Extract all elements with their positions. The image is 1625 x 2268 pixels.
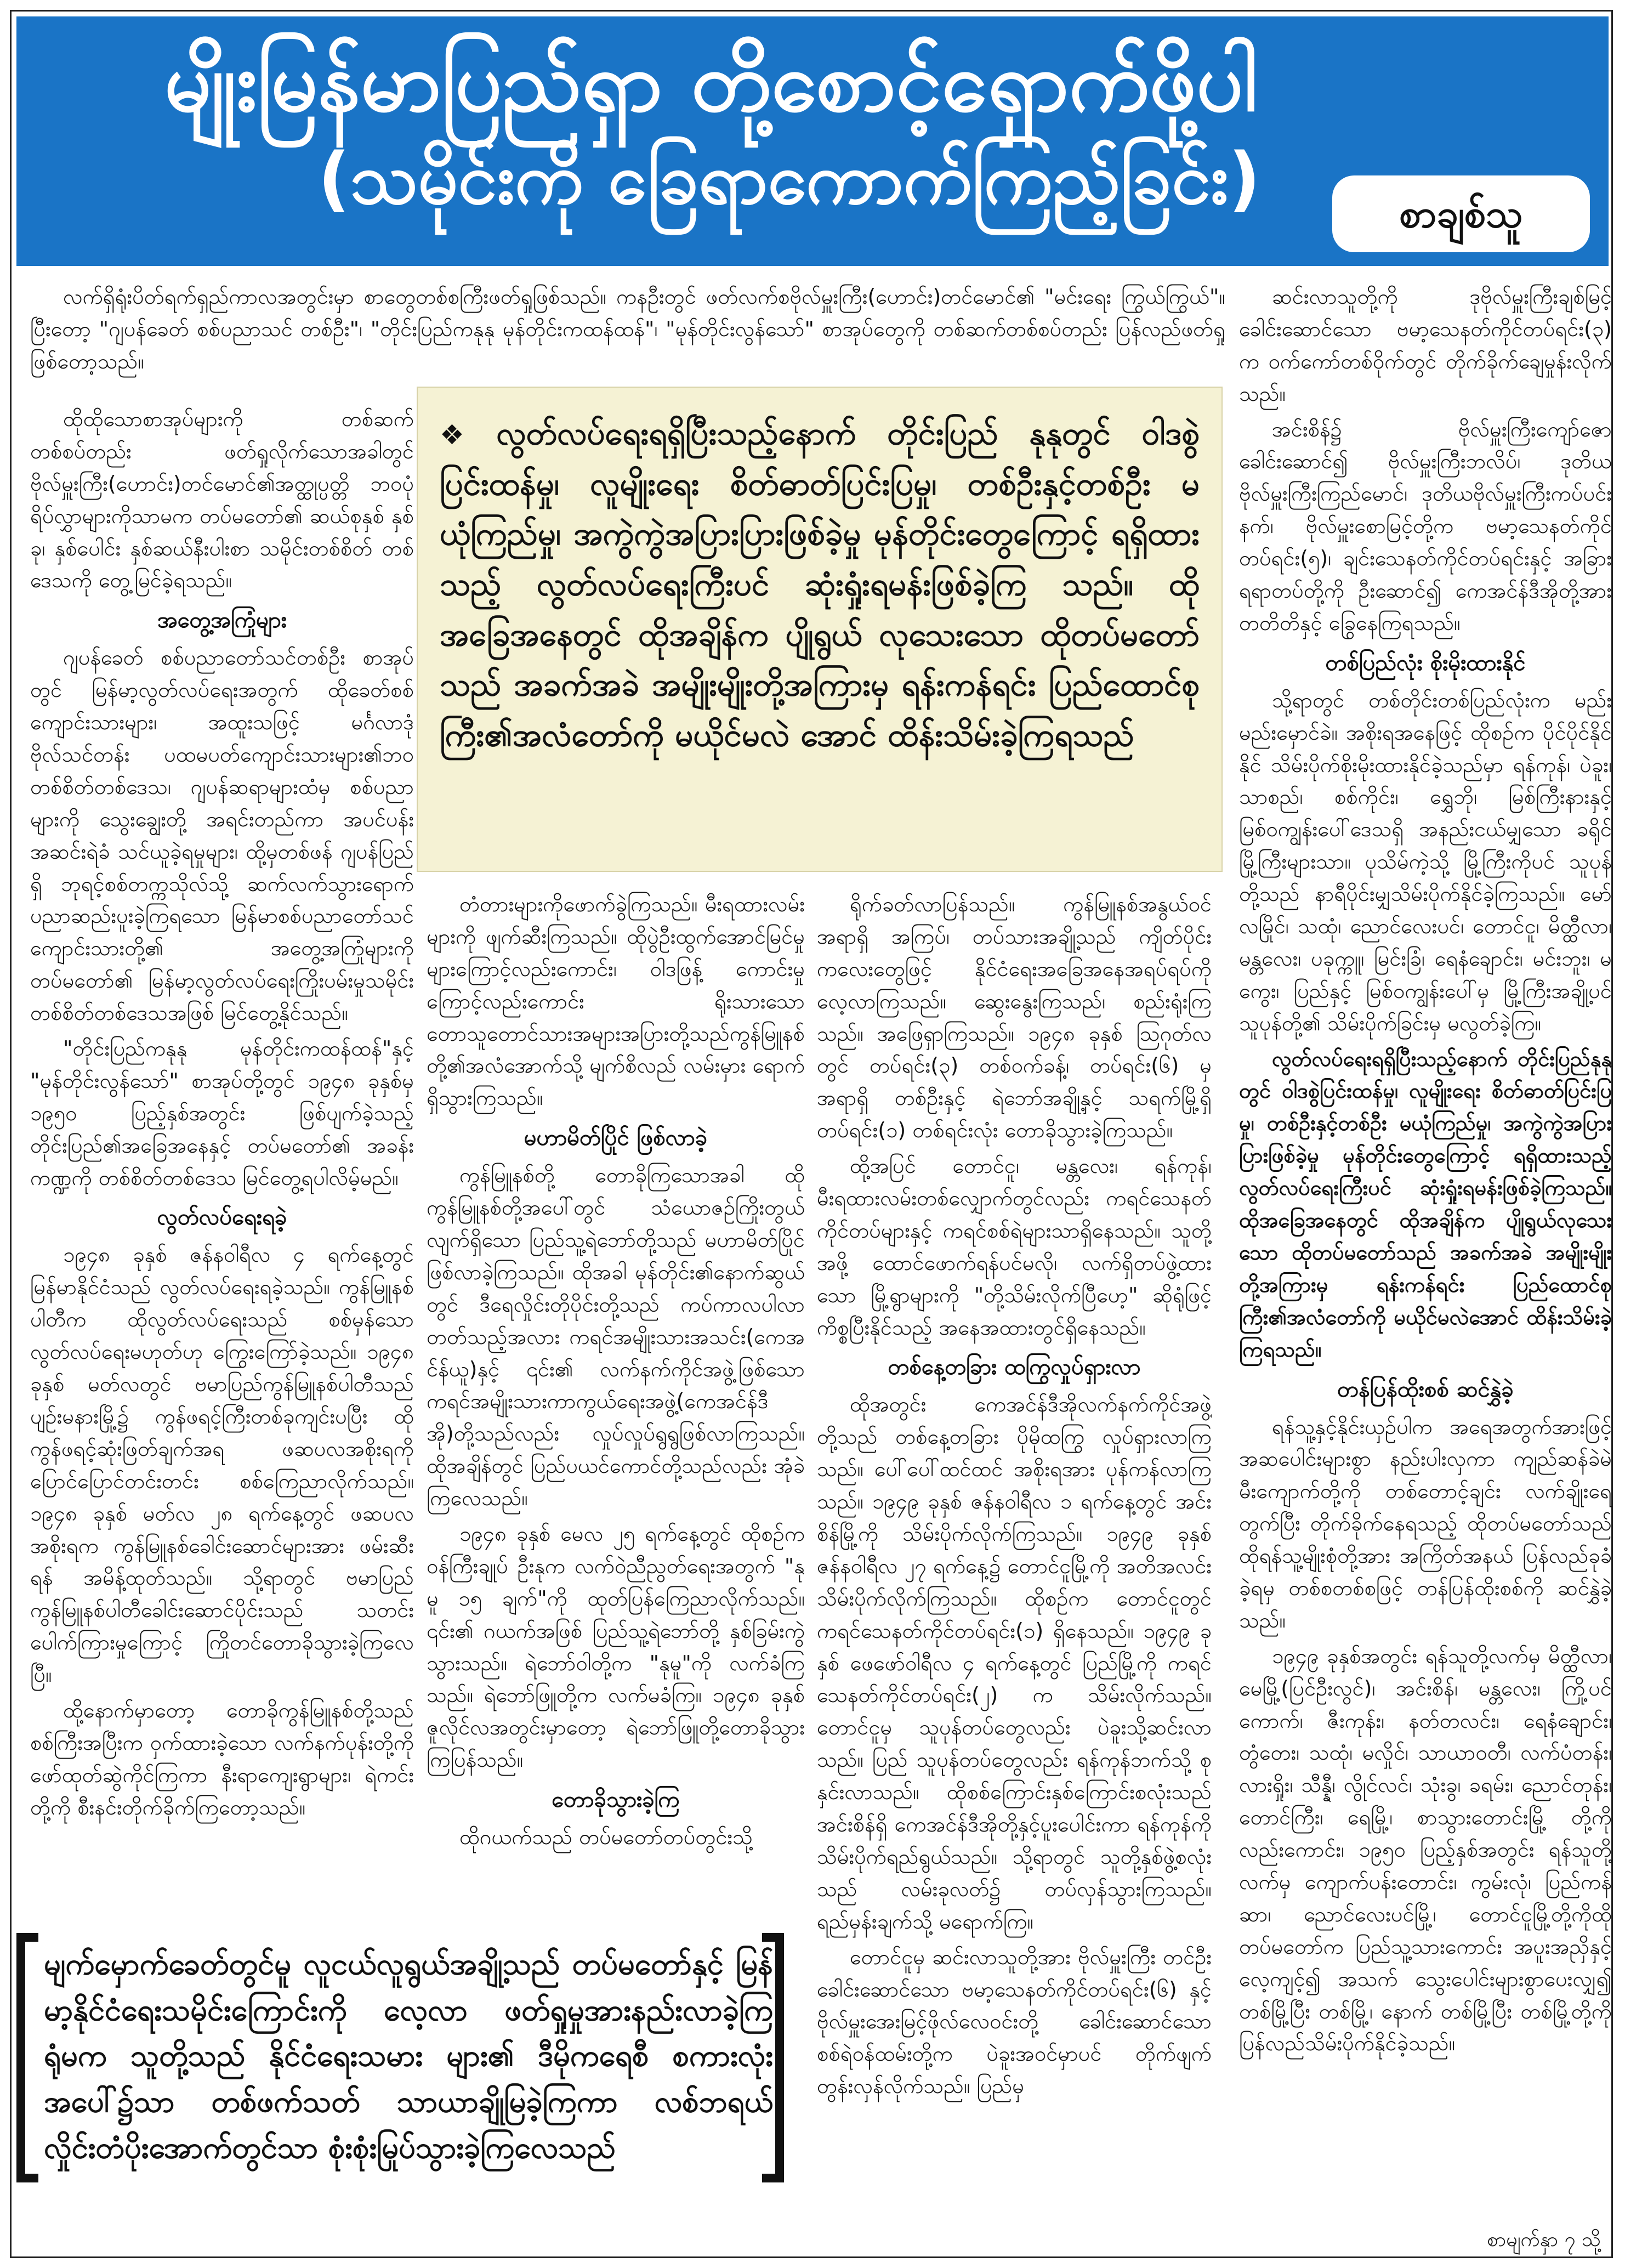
paragraph: ရိုက်ခတ်လာပြန်သည်။ ကွန်မြူနစ်အနွယ်ဝင် အရာရှိ အကြပ်၊ တပ်သားအချို့သည် ကျိတ်ပိုင်းကလေးတွေဖြင့် နိုင်ငံရေးအခြေအနေအရပ်ရပ်ကို လေ့လာကြသည်။ ဆွေးနွေးကြသည်၊ စည်းရုံးကြသည်။ အဖြေရှာကြသည်။ ၁၉၄၈ ခုနှစ် ဩဂုတ်လတွင် တပ်ရင်း(၃) တစ်ဝက်ခန့်၊ တပ်ရင်း(၆) မှ အရာရှိ တစ်ဦးနှင့် ရဲဘော်အချို့နှင့် သရက်မြို့ရှိ တပ်ရင်း(၁) တစ်ရင်းလုံး တောခိုသွားခဲ့ကြသည်။	[817, 892, 1212, 1143]
quote-bracket-left	[16, 1933, 38, 2182]
bold-paragraph: လွတ်လပ်ရေးရရှိပြီးသည့်နောက် တိုင်းပြည်နုနုတွင် ဝါဒစွဲပြင်းထန်မှု၊ လူမျိုးရေး စိတ်ဓာတ်ပြင်းပြမှု၊ တစ်ဦးနှင့်တစ်ဦး မယုံကြည်မှု၊ အကွဲကွဲအပြားပြားဖြစ်ခဲ့မှု မုန်တိုင်းတွေကြောင့် ရရှိထားသည့် လွတ်လပ်ရေးကြီးပင် ဆုံးရှုံးရမန်းဖြစ်ခဲ့ကြသည်။ ထိုအခြေအနေတွင် ထိုအချိန်က ပျိုရွယ်လုသေးသော ထိုတပ်မတော်သည် အခက်အခဲ အမျိုးမျိုးတို့အကြားမှ ရန်းကန်ရင်း ပြည်ထောင်စုကြီး၏အလံတော်ကို မယိုင်မလဲအောင် ထိန်းသိမ်းခဲ့ကြရသည်။	[1239, 1046, 1612, 1362]
continued-note: စာမျက်နှာ ၇ သို့	[1487, 2229, 1601, 2251]
paragraph: ၁၉၄၈ ခုနှစ် မေလ ၂၅ ရက်နေ့တွင် ထိုစဉ်က ဝန်ကြီးချုပ် ဦးနုက လက်ဝဲညီညွတ်ရေးအတွက် "နုမူ ၁၅ ချက်"ကို ထုတ်ပြန်ကြေညာလိုက်သည်။ ၎င်း၏ ဂယက်အဖြစ် ပြည်သူ့ရဲဘော်တို့ နှစ်ခြမ်းကွဲသွားသည်။ ရဲဘော်ဝါတို့က "နုမူ"ကို လက်ခံကြသည်။ ရဲဘော်ဖြူတို့က လက်မခံကြ။ ၁၉၄၈ ခုနှစ် ဇူလိုင်လအတွင်းမှာတော့ ရဲဘော်ဖြူတို့တောခိုသွားကြပြန်သည်။	[427, 1522, 805, 1772]
section-heading: မဟာမိတ်ပြိုင် ဖြစ်လာခဲ့	[524, 1125, 708, 1151]
intro-text: လက်ရှိရုံးပိတ်ရက်ရှည်ကာလအတွင်းမှာ စာတွေတစ်စကြီးဖတ်ရှုဖြစ်သည်။ ကနဦးတွင် ဖတ်လက်စဗိုလ်မှူးကြီး(ဟောင်း)တင်မောင်၏ "မင်းရေး ကြွယ်ကြွယ်"။ ပြီးတော့ "ဂျပန်ခေတ် စစ်ပညာသင် တစ်ဦး"၊ "တိုင်းပြည်ကနုနု မုန်တိုင်းကထန်ထန်"၊ "မုန်တိုင်းလွန်သော်" စာအုပ်တွေကို တစ်ဆက်တစ်စပ်တည်း ပြန်လည်ဖတ်ရှုဖြစ်တော့သည်။	[30, 285, 1225, 373]
pull-quote-text: လွတ်လပ်ရေးရရှိပြီးသည့်နောက် တိုင်းပြည် နုနုတွင် ဝါဒစွဲ ပြင်းထန်မှု၊ လူမျိုးရေး စိတ်ဓာတ်ပြင်းပြမှု၊ တစ်ဦးနှင့်တစ်ဦး မယုံကြည်မှု၊ အကွဲကွဲအပြားပြားဖြစ်ခဲ့မှု မုန်တိုင်းတွေကြောင့် ရရှိထားသည့် လွတ်လပ်ရေးကြီးပင် ဆုံးရှုံးရမန်းဖြစ်ခဲ့ကြ သည်။ ထိုအခြေအနေတွင် ထိုအချိန်က ပျိုရွယ် လုသေးသော ထိုတပ်မတော်သည် အခက်အခဲ အမျိုးမျိုးတို့အကြားမှ ရန်းကန်ရင်း ပြည်ထောင်စုကြီး၏အလံတော်ကို မယိုင်မလဲ အောင် ထိန်းသိမ်းခဲ့ကြရသည်	[440, 415, 1200, 753]
page-title: မျိုးမြန်မာပြည်ရှာ တို့စောင့်ရှောက်ဖို့ပါ	[164, 35, 1258, 130]
paragraph: ဆင်းလာသူတို့ကို ဒုဗိုလ်မှူးကြီးချစ်မြင့် ခေါင်းဆောင်သော ဗမာ့သေနတ်ကိုင်တပ်ရင်း(၃) က ဝက်ကော်တစ်ဝိုက်တွင် တိုက်ခိုက်ချေမှုန်းလိုက်သည်။	[1239, 285, 1612, 406]
paragraph: တံတားများကိုဖောက်ခွဲကြသည်။ မီးရထားလမ်းများကို ဖျက်ဆီးကြသည်။ ထိုပွဲဦးထွက်အောင်မြင်မှုများကြောင့်လည်းကောင်း၊ ဝါဒဖြန့် ကောင်းမှုကြောင့်လည်းကောင်း ရိုးသားသော တောသူတောင်သားအများအပြားတို့သည်ကွန်မြူနစ်တို့၏အလံအောက်သို့ မျက်စိလည် လမ်းမှား ရောက်ရှိသွားကြသည်။	[427, 892, 805, 1110]
section-heading: တန်ပြန်ထိုးစစ် ဆင်နွှဲခဲ့	[1337, 1376, 1514, 1402]
column-4	[1239, 281, 1612, 2233]
intro-paragraph	[30, 281, 1225, 401]
column-1	[30, 403, 414, 2103]
diamond-bullet-icon: ❖	[440, 419, 485, 451]
paragraph: ထို့အပြင် တောင်ငူ၊ မန္တလေး၊ ရန်ကုန်၊ မီးရထားလမ်းတစ်လျှောက်တွင်လည်း ကရင်သေနတ်ကိုင်တပ်များနှင့် ကရင်စစ်ရဲများသာရှိနေသည်။ သူတို့အဖို့ ထောင်ဖောက်ရန်ပင်မလို၊ လက်ရှိတပ်ဖွဲ့ထားသော မြို့ရွာများကို "တို့သိမ်းလိုက်ပြီဟေ့" ဆိုရုံဖြင့် ကိစ္စပြီးနိုင်သည့် အနေအထားတွင်ရှိနေသည်။	[817, 1154, 1212, 1340]
section-heading: တစ်ပြည်လုံး စိုးမိုးထားနိုင်	[1325, 650, 1526, 676]
page-subtitle: (သမိုင်းကို ခြေရာကောက်ကြည့်ခြင်း)	[318, 138, 1260, 220]
section-heading: တစ်နေ့တခြား ထကြွလှုပ်ရှားလာ	[888, 1354, 1141, 1380]
bottom-quote: မျက်မှောက်ခေတ်တွင်မူ လူငယ်လူရွယ်အချို့သည် တပ်မတော်နှင့် မြန်မာ့နိုင်ငံရေးသမိုင်းကြောင်းကို လေ့လာ ဖတ်ရှုမှုအားနည်းလာခဲ့ကြရုံမက သူတို့သည် နိုင်ငံရေးသမား များ၏ ဒီမိုကရေစီ စကားလုံးအပေါ်၌သာ တစ်ဖက်သတ် သာယာချိုမြခဲ့ကြကာ လစ်ဘရယ်လှိုင်းတံပိုးအောက်တွင်သာ စုံးစုံးမြုပ်သွားခဲ့ကြလေသည်	[44, 1947, 773, 2165]
section-heading: တောခိုသွားခဲ့ကြ	[552, 1787, 680, 1813]
paragraph: ထိုထိုသောစာအုပ်များကို တစ်ဆက်တစ်စပ်တည်း ဖတ်ရှုလိုက်သောအခါတွင် ဗိုလ်မှူးကြီး(ဟောင်း)တင်မောင်၏အတ္ထုပ္ပတ္တိ ဘဝပုံရိပ်လွှာများကိုသာမက တပ်မတော်၏ ဆယ်စုနှစ် နှစ်ခု၊ နှစ်ပေါင်း နှစ်ဆယ်နီးပါးစာ သမိုင်းတစ်စိတ် တစ်ဒေသကို တွေ့မြင်ခဲ့ရသည်။	[30, 407, 414, 593]
column-2	[427, 888, 805, 1908]
paragraph: ဂျပန်ခေတ် စစ်ပညာတော်သင်တစ်ဦး စာအုပ်တွင် မြန်မာ့လွတ်လပ်ရေးအတွက် ထိုခေတ်စစ်ကျောင်းသားများ၊ အထူးသဖြင့် မင်္ဂလာဒုံ ဗိုလ်သင်တန်း ပထမပတ်ကျောင်းသားများ၏ဘဝ တစ်စိတ်တစ်ဒေသ၊ ဂျပန်ဆရာများထံမှ စစ်ပညာများကို သွေးချွေးတို့ အရင်းတည်ကာ အပင်ပန်းအဆင်းရဲခံ သင်ယူခဲ့ရမှုများ၊ ထို့မှတစ်ဖန် ဂျပန်ပြည်ရှိ ဘုရင့်စစ်တက္ကသိုလ်သို့ ဆက်လက်သွားရောက်ပညာဆည်းပူးခဲ့ကြရသော မြန်မာစစ်ပညာတော်သင်ကျောင်းသားတို့၏ အတွေ့အကြုံများကို တပ်မတော်၏ မြန်မာ့လွတ်လပ်ရေးကြိုးပမ်းမှုသမိုင်း တစ်စိတ်တစ်ဒေသအဖြစ် မြင်တွေ့နိုင်သည်။	[30, 645, 414, 1025]
author-byline: စာချစ်သူ	[1332, 175, 1590, 252]
paragraph: ထို့နောက်မှာတော့ တောခိုကွန်မြူနစ်တို့သည် စစ်ကြီးအပြီးက ဝှက်ထားခဲ့သော လက်နက်ပုန်းတို့ကို ဖော်ထုတ်ဆွဲကိုင်ကြကာ နီးရာကျေးရွာများ၊ ရဲကင်းတို့ကို စီးနင်းတိုက်ခိုက်ကြတော့သည်။	[30, 1698, 414, 1819]
paragraph: တောင်ငူမှ ဆင်းလာသူတို့အား ဗိုလ်မှူးကြီး တင်ဦး ခေါင်းဆောင်သော ဗမာ့သေနတ်ကိုင်တပ်ရင်း(၆) နှင့်ဗိုလ်မှူးအေးမြင့်ဖိုလ်လေဝင်းတို့ ခေါင်းဆောင်သော စစ်ရဲဝန်ထမ်းတို့က ပဲခူးအဝင်မှာပင် တိုက်ဖျက်တွန်းလှန်လိုက်သည်။ ပြည်မှ	[817, 1944, 1212, 2099]
paragraph: သို့ရာတွင် တစ်တိုင်းတစ်ပြည်လုံးက မည်းမည်းမှောင်ခဲ။ အစိုးရအနေဖြင့် ထိုစဉ်က ပိုင်ပိုင်နိုင်နိုင် သိမ်းပိုက်စိုးမိုးထားနိုင်ခဲ့သည်မှာ ရန်ကုန်၊ ပဲခူး၊ သာစည်၊ စစ်ကိုင်း၊ ရွှေဘို၊ မြစ်ကြီးနားနှင့် မြစ်ဝကျွန်းပေါ်ဒေသရှိ အနည်းငယ်မျှသော ခရိုင်မြို့ကြီးများသာ။ ပုသိမ်ကဲ့သို့ မြို့ကြီးကိုပင် သူပုန်တို့သည် နာရီပိုင်းမျှသိမ်းပိုက်နိုင်ခဲ့ကြသည်။ မော်လမြိုင်၊ သထုံ၊ ညောင်လေးပင်၊ တောင်ငူ၊ မိတ္ထီလာ၊ မန္တလေး၊ ပခုက္ကူ၊ မြင်းခြံ၊ ရေနံချောင်း၊ မင်းဘူး၊ မကွေး၊ ပြည်နှင့် မြစ်ဝကျွန်းပေါ်မှ မြို့ကြီးအချို့ပင် သူပုန်တို့၏ သိမ်းပိုက်ခြင်းမှ မလွတ်ခဲ့ကြ။	[1239, 688, 1612, 1035]
paragraph: "တိုင်းပြည်ကနုနု မုန်တိုင်းကထန်ထန်"နှင့် "မုန်တိုင်းလွန်သော်" စာအုပ်တို့တွင် ၁၉၄၈ ခုနှစ်မှ ၁၉၅၀ ပြည့်နှစ်အတွင်း ဖြစ်ပျက်ခဲ့သည့် တိုင်းပြည်၏အခြေအနေနှင့် တပ်မတော်၏ အခန်းကဏ္ဍကို တစ်စိတ်တစ်ဒေသ မြင်တွေ့ရပါလိမ့်မည်။	[30, 1036, 414, 1190]
paragraph: ကွန်မြူနစ်တို့ တောခိုကြသောအခါ ထိုကွန်မြူနစ်တို့အပေါ်တွင် သံယောဇဉ်ကြိုးတွယ်လျက်ရှိသော ပြည်သူ့ရဲဘော်တို့သည် မဟာမိတ်ပြိုင်ဖြစ်လာခဲ့ကြသည်။ ထိုအခါ မုန်တိုင်း၏နောက်ဆွယ်တွင် ဒီရေလှိုင်းတိုပိုင်းတို့သည် ကပ်ကာလပါလာတတ်သည့်အလား ကရင်အမျိုးသားအသင်း(ကေအင်န်ယူ)နှင့် ၎င်း၏ လက်နက်ကိုင်အဖွဲ့ဖြစ်သော ကရင်အမျိုးသားကာကွယ်ရေးအဖွဲ့(ကေအင်န်ဒီအို)တို့သည်လည်း လှုပ်လှုပ်ရွရွဖြစ်လာကြသည်။ ထိုအချိန်တွင် ပြည်ပယင်ကောင်တို့သည်လည်း အုံခဲကြလေသည်။	[427, 1163, 805, 1511]
column-3	[817, 888, 1212, 2215]
section-heading: လွတ်လပ်ရေးရခဲ့	[157, 1205, 287, 1231]
paragraph: ၁၉၄၉ ခုနှစ်အတွင်း ရန်သူတို့လက်မှ မိတ္ထီလာ၊ မေမြို့(ပြင်ဦးလွင်)၊ အင်းစိန်၊ မန္တလေး၊ ကြို့ပင်ကောက်၊ ဇီးကုန်း၊ နတ်တလင်း၊ ရေနံချောင်း၊ တွံတေး၊ သထုံ၊ မလှိုင်၊ သာယာဝတီ၊ လက်ပံတန်း၊ လားရှိုး၊ သီန္နီ၊ လွိုင်လင်၊ သုံးခွ၊ ခရမ်း၊ ညောင်တုန်း၊ တောင်ကြီး၊ ရေမြို့၊ စာသွားတောင်းမြို့ တို့ကိုလည်းကောင်း၊ ၁၉၅၀ ပြည့်နှစ်အတွင်း ရန်သူတို့လက်မှ ကျောက်ပန်းတောင်း၊ ကွမ်းလုံ၊ ပြည်ကန်ဆာ၊ ညောင်လေးပင်မြို့၊ တောင်ငူမြို့တို့ကိုထိုတပ်မတော်က ပြည်သူ့သားကောင်း အပူးအညှိနှင့်လေ့ကျင့်၍ အသက် သွေးပေါင်းများစွာပေးလျှ၍ တစ်မြို့ပြီး တစ်မြို့၊ နောက် တစ်မြို့ပြီး တစ်မြို့တို့ကို ပြန်လည်သိမ်းပိုက်နိုင်ခဲ့သည်။	[1239, 1643, 1612, 2056]
paragraph: ရန်သူ့နှင့်နိုင်းယှဉ်ပါက အရေအတွက်အားဖြင့် အဆပေါင်းများစွာ နည်းပါးလှကာ ကျည်ဆန်ခဲမဲမီးကျောက်တို့ကို တစ်တောင့်ချင်း လက်ချိုးရေတွက်ပြီး တိုက်ခိုက်နေရသည့် ထိုတပ်မတော်သည် ထိုရန်သူ့မျိုးစုံတို့အား အကြိတ်အနယ် ပြန်လည်ခုခံခဲ့ရမှ တစ်စတစ်စဖြင့် တန်ပြန်ထိုးစစ်ကို ဆင်နွှဲခဲ့သည်။	[1239, 1414, 1612, 1632]
section-heading: အတွေ့အကြုံများ	[157, 608, 287, 633]
paragraph: အင်းစိန်၌ ဗိုလ်မှူးကြီးကျော်ဇော ခေါင်းဆောင်၍ ဗိုလ်မှူးကြီးဘလိပ်၊ ဒုတိယဗိုလ်မှူးကြီးကြည်မောင်၊ ဒုတိယဗိုလ်မှူးကြီးကပ်ပင်းနက်၊ ဗိုလ်မှူးစောမြင့်တို့က ဗမာ့သေနတ်ကိုင်တပ်ရင်း(၅)၊ ချင်းသေနတ်ကိုင်တပ်ရင်းနှင့် အခြား ရရာတပ်တို့ကို ဦးဆောင်၍ ကေအင်န်ဒီအိုတို့အား တတိတိနှင့် ခြွေနေကြရသည်။	[1239, 417, 1612, 635]
paragraph: ၁၉၄၈ ခုနှစ် ဇန်နဝါရီလ ၄ ရက်နေ့တွင် မြန်မာနိုင်ငံသည် လွတ်လပ်ရေးရခဲ့သည်။ ကွန်မြူနစ်ပါတီက ထိုလွတ်လပ်ရေးသည် စစ်မှန်သော လွတ်လပ်ရေးမဟုတ်ဟု ကြွေးကြော်ခဲ့သည်။ ၁၉၄၈ ခုနှစ် မတ်လတွင် ဗမာပြည်ကွန်မြူနစ်ပါတီသည် ပျဉ်းမနားမြို့၌ ကွန်ဖရင့်ကြီးတစ်ခုကျင်းပပြီး ထိုကွန်ဖရင့်ဆုံးဖြတ်ချက်အရ ဖဆပလအစိုးရကို ပြောင်ပြောင်တင်းတင်း စစ်ကြေညာလိုက်သည်။ ၁၉၄၈ ခုနှစ် မတ်လ ၂၈ ရက်နေ့တွင် ဖဆပလအစိုးရက ကွန်မြူနစ်ခေါင်းဆောင်များအား ဖမ်းဆီးရန် အမိန့်ထုတ်သည်။ သို့ရာတွင် ဗမာပြည်ကွန်မြူနစ်ပါတီခေါင်းဆောင်ပိုင်းသည် သတင်းပေါက်ကြားမှုကြောင့် ကြိုတင်တောခိုသွားခဲ့ကြလေပြီ။	[30, 1243, 414, 1687]
paragraph: ထိုဂယက်သည် တပ်မတော်တပ်တွင်းသို့	[459, 1825, 753, 1850]
paragraph: ထိုအတွင်း ကေအင်န်ဒီအိုလက်နက်ကိုင်အဖွဲ့တို့သည် တစ်နေ့တခြား ပိုမိုထကြွ လှုပ်ရှားလာကြသည်။ ပေါ်ပေါ်ထင်ထင် အစိုးရအား ပုန်ကန်လာကြသည်။ ၁၉၄၉ ခုနှစ် ဇန်နဝါရီလ ၁ ရက်နေ့တွင် အင်းစိန်မြို့ကို သိမ်းပိုက်လိုက်ကြသည်။ ၁၉၄၉ ခုနှစ် ဇန်နဝါရီလ ၂၇ ရက်နေ့၌ တောင်ငူမြို့ကို အတိအလင်း သိမ်းပိုက်လိုက်ကြသည်။ ထိုစဉ်က တောင်ငူတွင် ကရင်သေနတ်ကိုင်တပ်ရင်း(၁) ရှိနေသည်။ ၁၉၄၉ ခုနှစ် ဖေဖော်ဝါရီလ ၄ ရက်နေ့တွင် ပြည်မြို့ကို ကရင်သေနတ်ကိုင်တပ်ရင်း(၂) က သိမ်းလိုက်သည်။ တောင်ငူမှ သူပုန်တပ်တွေလည်း ပဲခူးသို့ဆင်းလာသည်။ ပြည် သူပုန်တပ်တွေလည်း ရန်ကုန်ဘက်သို့ စုနှင်းလာသည်။ ထိုစစ်ကြောင်းနှစ်ကြောင်းစလုံးသည် အင်းစိန်ရှိ ကေအင်န်ဒီအိုတို့နှင့်ပူးပေါင်းကာ ရန်ကုန်ကိုသိမ်းပိုက်ရည်ရွယ်သည်။ သို့ရာတွင် သူတို့နှစ်ဖွဲ့စလုံးသည် လမ်းခုလတ်၌ တပ်လှန်သွားကြသည်။ ရည်မှန်းချက်သို့ မရောက်ကြ။	[817, 1392, 1212, 1934]
pull-quote-box	[417, 387, 1223, 872]
